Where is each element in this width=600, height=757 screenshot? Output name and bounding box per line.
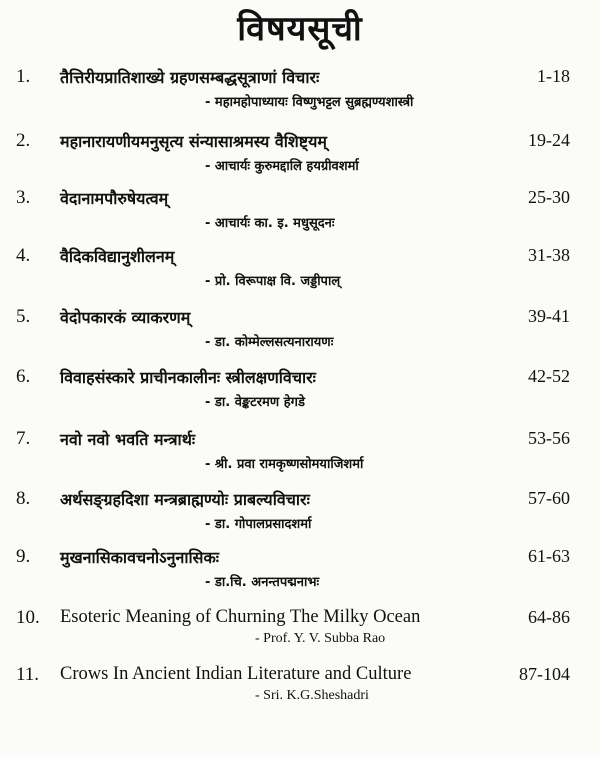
toc-entry — [0, 66, 600, 126]
entry-title: अर्थसङ्ग्रहदिशा मन्त्रब्राह्मण्योः प्राबल्यविचारः — [60, 490, 310, 509]
toc-entry — [0, 187, 600, 247]
entry-author: - डा. गोपालप्रसादशर्मा — [205, 517, 312, 532]
entry-pages: 19-24 — [528, 130, 570, 150]
entry-number: 9. — [16, 546, 31, 567]
entry-number: 7. — [16, 428, 31, 449]
entry-title: तैत्तिरीयप्रातिशाख्ये ग्रहणसम्बद्धसूत्राणां विचारः — [60, 68, 320, 87]
entry-pages: 42-52 — [528, 366, 570, 386]
entry-author: - महामहोपाध्यायः विष्णुभट्टल सुब्रह्मण्यशास्त्री — [205, 95, 414, 110]
entry-number: 1. — [16, 66, 31, 87]
entry-title: वैदिकविद्यानुशीलनम् — [60, 247, 175, 266]
toc-entry — [0, 130, 600, 190]
entry-pages: 61-63 — [528, 546, 570, 566]
entry-number: 10. — [16, 607, 40, 628]
toc-entry — [0, 546, 600, 606]
entry-pages: 64-86 — [528, 607, 570, 627]
entry-number: 5. — [16, 306, 31, 327]
entry-title: मुखनासिकावचनोऽनुनासिकः — [60, 548, 220, 567]
entry-author: - आचार्यः का. इ. मधुसूदनः — [205, 216, 335, 231]
entry-title: महानारायणीयमनुसृत्य संन्यासाश्रमस्य वैशिष्ट्यम् — [60, 132, 327, 151]
toc-entry — [0, 607, 600, 667]
entry-pages: 53-56 — [528, 428, 570, 448]
entry-title: Crows In Ancient Indian Literature and Culture — [60, 664, 412, 684]
entry-author: - डा. कोम्मेल्लसत्यनारायणः — [205, 335, 334, 350]
entry-title: नवो नवो भवति मन्त्रार्थः — [60, 430, 196, 449]
entry-number: 4. — [16, 245, 31, 266]
entry-author: - Prof. Y. V. Subba Rao — [255, 631, 386, 646]
toc-entry — [0, 488, 600, 548]
entry-pages: 25-30 — [528, 187, 570, 207]
page-title: विषयसूची — [237, 9, 363, 49]
entry-author: - प्रो. विरूपाक्ष वि. जड्डीपाल् — [205, 274, 341, 289]
entry-pages: 87-104 — [519, 664, 570, 684]
entry-number: 8. — [16, 488, 31, 509]
toc-entry — [0, 245, 600, 305]
entry-author: - श्री. प्रवा रामकृष्णसोमयाजिशर्मा — [205, 457, 364, 472]
entry-author: - डा.चि. अनन्तपद्मनाभः — [205, 575, 320, 590]
entry-title: वेदानामपौरुषेयत्वम् — [60, 189, 169, 208]
entry-number: 11. — [16, 664, 40, 685]
toc-entry — [0, 366, 600, 426]
entry-author: - Sri. K.G.Sheshadri — [255, 688, 369, 703]
entry-pages: 31-38 — [528, 245, 570, 265]
toc-entry — [0, 306, 600, 366]
entry-pages: 57-60 — [528, 488, 570, 508]
entry-number: 6. — [16, 366, 31, 387]
entry-pages: 1-18 — [537, 66, 570, 86]
entry-pages: 39-41 — [528, 306, 570, 326]
toc-entry — [0, 664, 600, 724]
entry-number: 3. — [16, 187, 31, 208]
toc-entry — [0, 428, 600, 488]
entry-number: 2. — [16, 130, 31, 151]
entry-author: - डा. वेङ्कटरमण हेगडे — [205, 395, 305, 410]
entry-title: विवाहसंस्कारे प्राचीनकालीनः स्त्रीलक्षणविचारः — [60, 368, 316, 387]
entry-title: Esoteric Meaning of Churning The Milky Ocean — [60, 607, 421, 627]
entry-title: वेदोपकारकं व्याकरणम् — [60, 308, 191, 327]
entry-author: - आचार्यः कुरुमद्दालि हयग्रीवशर्मा — [205, 159, 359, 174]
